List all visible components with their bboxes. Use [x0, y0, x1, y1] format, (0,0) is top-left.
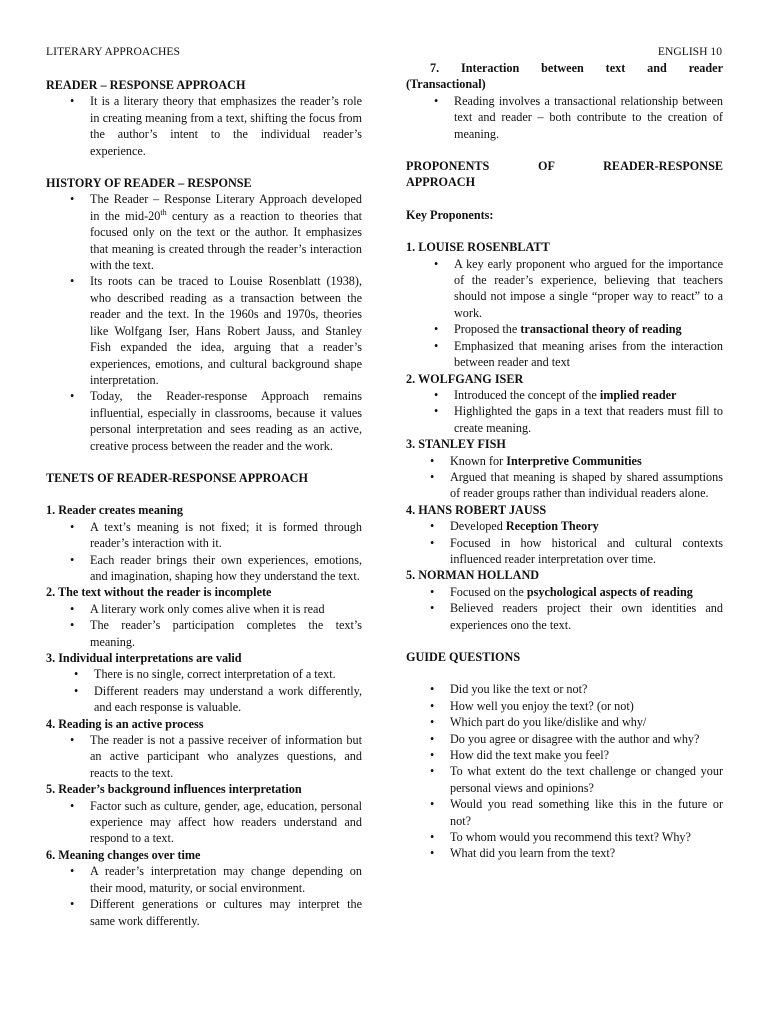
- list-item: • How did the text make you feel?: [406, 747, 723, 763]
- history-list: [46, 191, 362, 454]
- proponent-heading: 4. HANS ROBERT JAUSS: [406, 502, 547, 517]
- key-proponents-label: Key Proponents:: [406, 207, 494, 222]
- tenet-7-heading-cont: (Transactional): [406, 77, 486, 92]
- proponent-key-term: psychological aspects of reading: [526, 584, 693, 599]
- list-item: • Different readers may understand a work differently, and each response is valuable.: [46, 683, 362, 716]
- history-text: century as a reaction to theories that focused only on the text or the author. It emphasizes that meaning is created through the reader’s interaction with the text.: [90, 208, 362, 273]
- superscript: th: [160, 207, 167, 217]
- list-item: • A literary work only comes alive when it is read: [46, 601, 362, 617]
- list-item: • Focused in how historical and cultural contexts influenced reader interpretation over time.: [406, 535, 723, 568]
- tenet-7-heading: 7. Interaction between text and reader: [430, 61, 723, 75]
- proponent-heading: 2. WOLFGANG ISER: [406, 371, 524, 386]
- proponent-heading: 5. NORMAN HOLLAND: [406, 568, 540, 583]
- guide-questions-list: [406, 681, 723, 861]
- tenet-heading: 2. The text without the reader is incomplete: [46, 585, 272, 600]
- proponent-list: [406, 453, 723, 502]
- header-subject: LITERARY APPROACHES: [46, 45, 180, 58]
- proponent-text: Focused on the: [450, 584, 527, 599]
- proponent-heading: 1. LOUISE ROSENBLATT: [406, 240, 550, 255]
- proponent-key-term: transactional theory of reading: [520, 322, 682, 337]
- right-column: [406, 42, 723, 862]
- tenet-list: [46, 863, 362, 929]
- list-item: • Today, the Reader-response Approach remains influential, especially in classrooms, because it values personal interpretation and sees reading as an active, creative process between the reader and the work.: [46, 388, 362, 454]
- proponent-key-term: implied reader: [599, 387, 677, 402]
- section-title-reader-response: READER – RESPONSE APPROACH: [46, 78, 246, 92]
- tenet-list: [46, 519, 362, 585]
- section-title-guide-questions: GUIDE QUESTIONS: [406, 650, 521, 664]
- list-item: • Do you agree or disagree with the author and why?: [406, 731, 723, 747]
- list-item: • A reader’s interpretation may change depending on their mood, maturity, or social environment.: [46, 863, 362, 896]
- proponent-key-term: Interpretive Communities: [506, 453, 642, 468]
- list-item: • Did you like the text or not?: [406, 681, 723, 697]
- list-item: • Its roots can be traced to Louise Rosenblatt (1938), who described reading as a transaction between the reader and the text. In the 1960s and 1970s, theories like Wolfgang Iser, Hans Robert Jauss, and Stanley Fish expanded the idea, arguing that a reader’s experiences, emotions, and cultural background shape interpretation.: [46, 273, 362, 388]
- proponent-list: [406, 256, 723, 371]
- proponent-key-term: Reception Theory: [505, 519, 599, 534]
- tenet-7-list: [406, 93, 723, 142]
- proponent-text: Introduced the concept of the: [454, 387, 600, 402]
- list-item: [406, 453, 723, 469]
- list-item: • Emphasized that meaning arises from the interaction between reader and text: [406, 338, 723, 371]
- left-column: [46, 42, 362, 929]
- list-item: [406, 321, 723, 337]
- reader-response-list: [46, 93, 362, 159]
- list-item: • A text’s meaning is not fixed; it is formed through reader’s interaction with it.: [46, 519, 362, 552]
- proponent-text: Known for: [450, 453, 507, 468]
- list-item: • Factor such as culture, gender, age, education, personal experience may affect how readers understand and respond to a text.: [46, 798, 362, 847]
- proponent-text: Developed: [450, 519, 506, 534]
- list-item: • Which part do you like/dislike and why/: [406, 714, 723, 730]
- proponent-list: [406, 387, 723, 436]
- proponent-list: [406, 518, 723, 567]
- section-title-proponents-cont: APPROACH: [406, 175, 476, 190]
- list-item: • The reader is not a passive receiver of information but an active participant who analyzes questions, and reacts to the text.: [46, 732, 362, 781]
- list-item: • Each reader brings their own experiences, emotions, and imagination, shaping how they understand the text.: [46, 552, 362, 585]
- list-item: [406, 518, 723, 534]
- header-course: ENGLISH 10: [657, 45, 722, 58]
- tenet-heading: 6. Meaning changes over time: [46, 847, 201, 862]
- list-item: • Different generations or cultures may interpret the same work differently.: [46, 896, 362, 929]
- tenet-heading: 4. Reading is an active process: [46, 716, 204, 731]
- list-item: • A key early proponent who argued for the importance of the reader’s experience, believing that teachers should not impose a single “proper way to react” to a work.: [406, 256, 723, 322]
- list-item: • To what extent do the text challenge or changed your personal views and opinions?: [406, 763, 723, 796]
- list-item: • Would you read something like this in the future or not?: [406, 796, 723, 829]
- section-title-history: HISTORY OF READER – RESPONSE: [46, 176, 252, 191]
- section-title-proponents: PROPONENTS OF READER-RESPONSE: [406, 159, 723, 174]
- proponent-list: [406, 584, 723, 633]
- proponent-heading: 3. STANLEY FISH: [406, 437, 506, 452]
- list-item: • What did you learn from the text?: [406, 845, 723, 861]
- tenet-list: [46, 798, 362, 847]
- list-item: • How well you enjoy the text? (or not): [406, 698, 723, 714]
- tenet-list: [46, 732, 362, 781]
- proponent-text: Proposed the: [454, 322, 521, 337]
- section-title-tenets: TENETS OF READER-RESPONSE APPROACH: [46, 470, 308, 485]
- list-item: • To whom would you recommend this text? Why?: [406, 829, 723, 845]
- tenet-heading: 5. Reader’s background influences interpretation: [46, 782, 302, 797]
- list-item: • The reader’s participation completes the text’s meaning.: [46, 617, 362, 650]
- list-item: • Believed readers project their own identities and experiences ono the text.: [406, 600, 723, 633]
- tenet-list: [46, 601, 362, 650]
- list-item: • Reading involves a transactional relationship between text and reader – both contribute to the creation of meaning.: [406, 93, 723, 142]
- list-item: [406, 387, 723, 403]
- list-item: • There is no single, correct interpretation of a text.: [46, 666, 362, 682]
- list-item: [46, 191, 362, 273]
- tenet-list: [46, 666, 362, 715]
- list-item: • Highlighted the gaps in a text that readers must fill to create meaning.: [406, 403, 723, 436]
- list-item: • Argued that meaning is shaped by shared assumptions of reader groups rather than individual readers alone.: [406, 469, 723, 502]
- tenet-heading: 3. Individual interpretations are valid: [46, 651, 242, 665]
- list-item: [406, 584, 723, 600]
- history-text: The Reader – Response Literary Approach developed in the mid-20: [90, 192, 362, 223]
- tenet-heading: 1. Reader creates meaning: [46, 503, 183, 518]
- list-item: • It is a literary theory that emphasizes the reader’s role in creating meaning from a text, shifting the focus from the author’s intent to the individual reader’s experience.: [46, 93, 362, 159]
